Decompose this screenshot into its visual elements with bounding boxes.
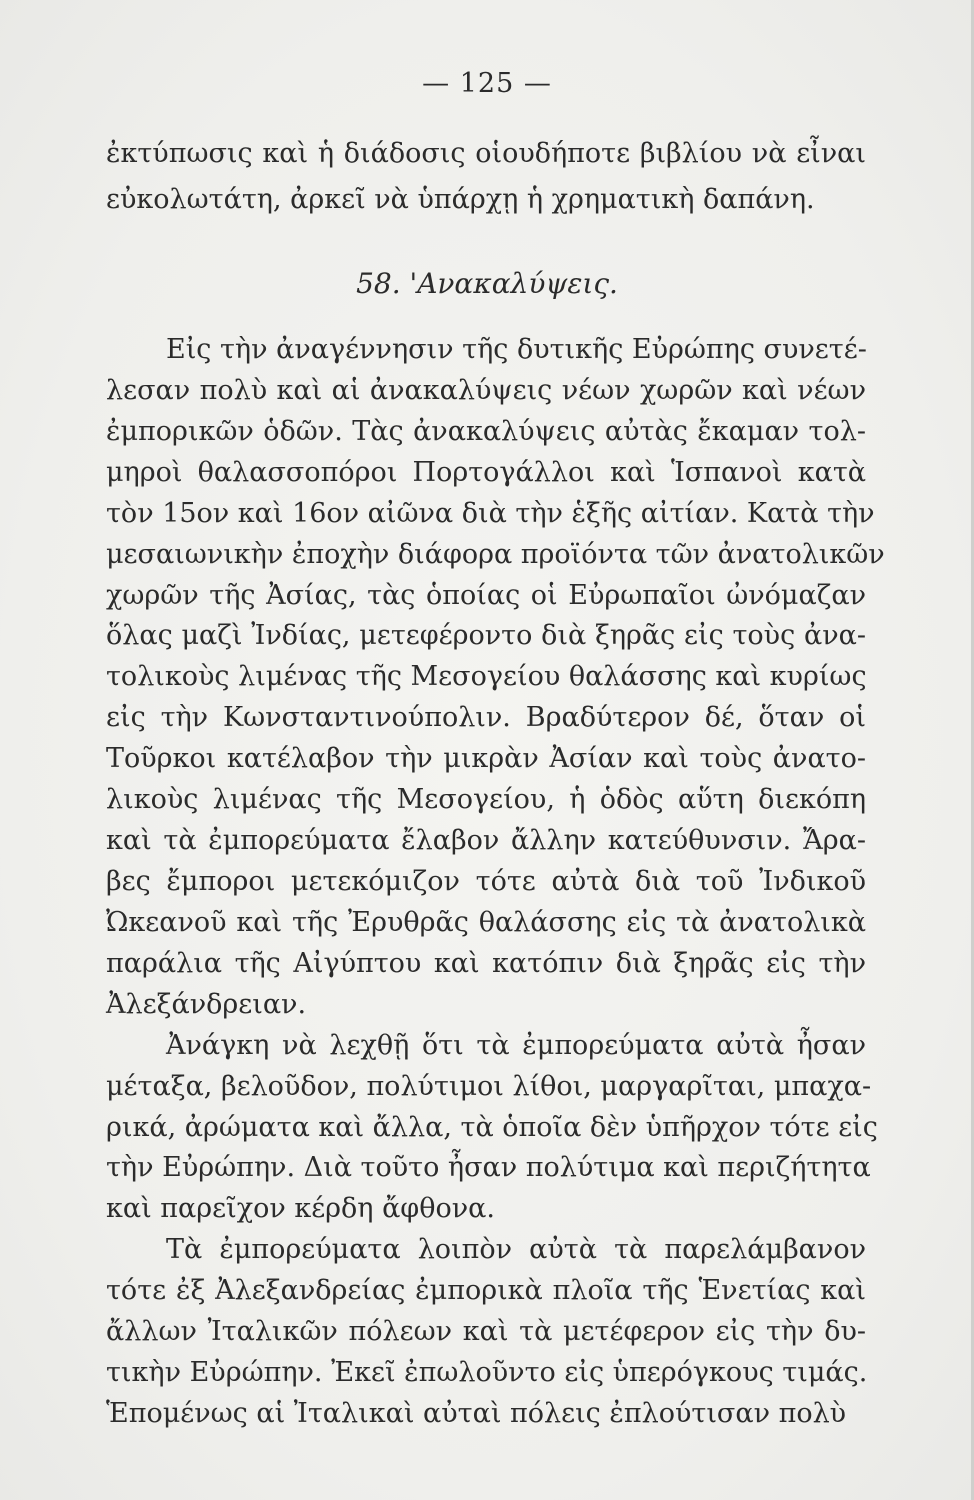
text-line: καὶ τὰ ἐμπορεύματα ἔλαβον ἄλλην κατεύθυνσιν. Ἄρα- — [106, 825, 866, 856]
text-line: εἰς τὴν Κωνσταντινούπολιν. Βραδύτερον δέ, ὅταν οἱ — [106, 702, 866, 733]
text-line: Τὰ ἐμπορεύματα λοιπὸν αὐτὰ τὰ παρελάμβανον — [166, 1234, 866, 1265]
text-line: λεσαν πολὺ καὶ αἱ ἀνακαλύψεις νέων χωρῶν καὶ νέων — [106, 375, 866, 406]
text-line: Ἀλεξάνδρειαν. — [106, 989, 307, 1020]
text-line: Ἑπομένως αἱ Ἰταλικαὶ αὐταὶ πόλεις ἐπλούτισαν πολὺ — [106, 1398, 847, 1429]
page-number: — 125 — — [422, 68, 552, 99]
section-heading: 58. 'Ανακαλύψεις. — [356, 267, 618, 300]
text-line: τικὴν Εὐρώπην. Ἐκεῖ ἐπωλοῦντο εἰς ὑπερόγκους τιμάς. — [106, 1357, 868, 1388]
text-line: ἄλλων Ἰταλικῶν πόλεων καὶ τὰ μετέφερον εἰς τὴν δυ- — [106, 1316, 866, 1347]
text-line: μηροὶ θαλασσοπόροι Πορτογάλλοι καὶ Ἱσπανοὶ κατὰ — [106, 457, 866, 488]
text-line: τότε ἐξ Ἀλεξανδρείας ἐμπορικὰ πλοῖα τῆς Ἑνετίας καὶ — [106, 1275, 866, 1306]
text-line: τὴν Εὐρώπην. Διὰ τοῦτο ἦσαν πολύτιμα καὶ περιζήτητα — [106, 1152, 871, 1183]
text-line: καὶ παρεῖχον κέρδη ἄφθονα. — [106, 1193, 495, 1224]
text-line: λικοὺς λιμένας τῆς Μεσογείου, ἡ ὁδὸς αὕτη διεκόπη — [106, 784, 866, 815]
text-line: Τοῦρκοι κατέλαβον τὴν μικρὰν Ἀσίαν καὶ τοὺς ἀνατο- — [106, 743, 866, 774]
text-line: Εἰς τὴν ἀναγέννησιν τῆς δυτικῆς Εὐρώπης συνετέ- — [166, 334, 867, 365]
text-line: Ἀνάγκη νὰ λεχθῇ ὅτι τὰ ἐμπορεύματα αὐτὰ ἦσαν — [166, 1030, 866, 1061]
text-line: ὅλας μαζὶ Ἰνδίας, μετεφέροντο διὰ ξηρᾶς εἰς τοὺς ἀνα- — [106, 620, 866, 651]
text-line: μέταξα, βελοῦδον, πολύτιμοι λίθοι, μαργαρῖται, μπαχα- — [106, 1071, 872, 1102]
text-line: εὐκολωτάτη, ἀρκεῖ νὰ ὑπάρχῃ ἡ χρηματικὴ δαπάνη. — [106, 184, 815, 215]
text-line: μεσαιωνικὴν ἐποχὴν διάφορα προϊόντα τῶν ἀνατολικῶν — [106, 539, 885, 570]
text-line: βες ἔμποροι μετεκόμιζον τότε αὐτὰ διὰ τοῦ Ἰνδικοῦ — [106, 866, 866, 897]
text-line: παράλια τῆς Αἰγύπτου καὶ κατόπιν διὰ ξηρᾶς εἰς τὴν — [106, 948, 866, 979]
text-line: τὸν 15ον καὶ 16ον αἰῶνα διὰ τὴν ἑξῆς αἰτίαν. Κατὰ τὴν — [106, 498, 875, 529]
text-line: χωρῶν τῆς Ἀσίας, τὰς ὁποίας οἱ Εὐρωπαῖοι ὠνόμαζαν — [106, 580, 866, 611]
text-line: τολικοὺς λιμένας τῆς Μεσογείου θαλάσσης καὶ κυρίως — [106, 661, 867, 692]
text-line: Ὠκεανοῦ καὶ τῆς Ἐρυθρᾶς θαλάσσης εἰς τὰ ἀνατολικὰ — [106, 907, 866, 938]
text-line: ἐμπορικῶν ὁδῶν. Τὰς ἀνακαλύψεις αὐτὰς ἔκαμαν τολ- — [106, 416, 866, 447]
text-line: ρικά, ἀρώματα καὶ ἄλλα, τὰ ὁποῖα δὲν ὑπῆρχον τότε εἰς — [106, 1112, 878, 1143]
text-line: ἐκτύπωσις καὶ ἡ διάδοσις οἱουδήποτε βιβλίου νὰ εἶναι — [106, 138, 866, 169]
